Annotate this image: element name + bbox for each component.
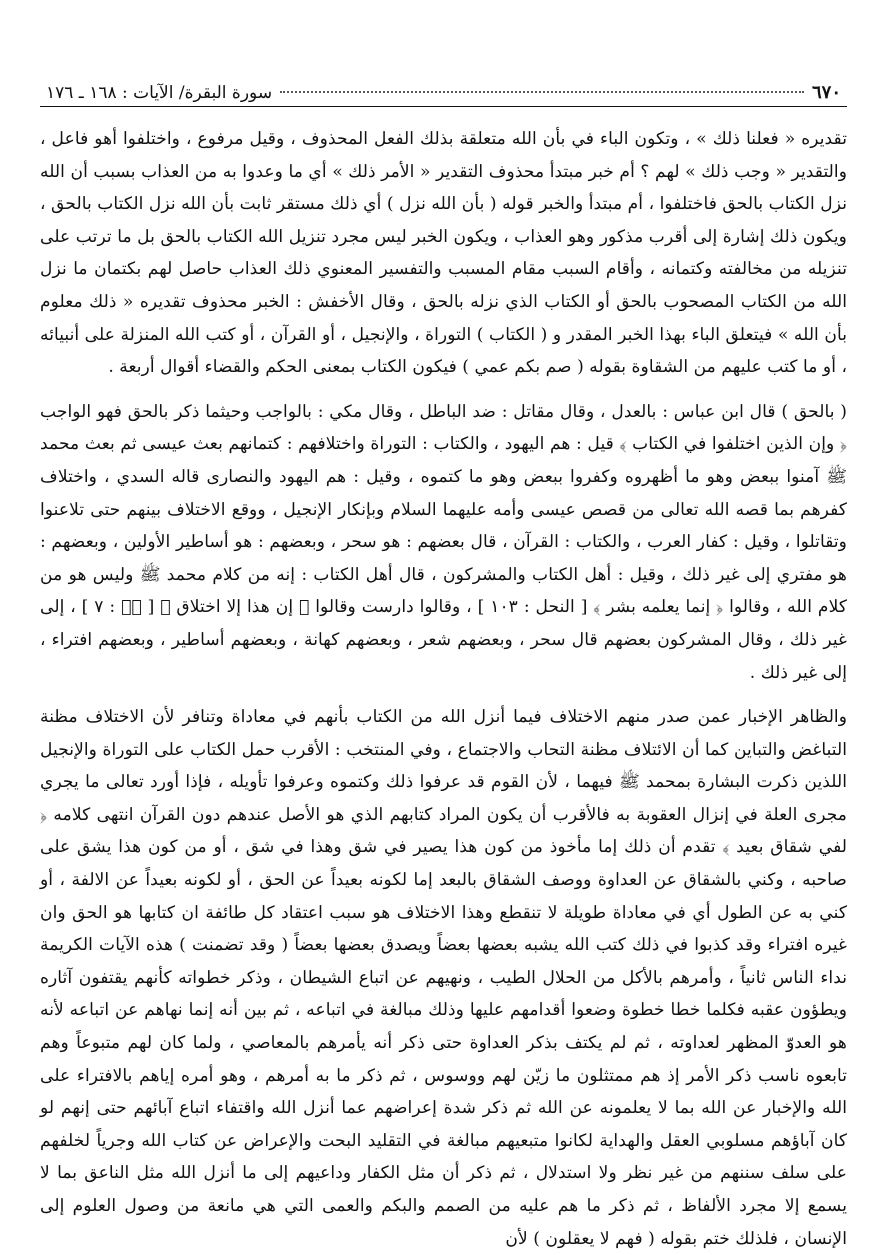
paragraph-3: والظاهر الإخبار عمن صدر منهم الاختلاف فيما أنزل الله من الكتاب بأنهم في معاداة وتنافر لأن الاختلاف مظنة التباغض والتباين كما أن الائتلاف مظنة التحاب والاجتماع ، وفي المنتخب : الأقرب حمل الكتاب على التوراة والإنجيل اللذين ذكرت البشارة بمحمد ﷺ فيهما ، لأن القوم قد عرفوا ذلك وكتموه وعرفوا تأويله ، فإذا أورد تعالى ما يجري مجرى العلة في إنزال العقوبة به فالأقرب أن يكون المراد كتابهم الذي هو الأصل عندهم دون القرآن انتهى كلامه ﴿ لفي شقاق بعيد ﴾ تقدم أن ذلك إما مأخوذ من كون هذا يصير في شق وهذا في شق ، أو من كون هذا يشق على صاحبه ، وكني بالشقاق عن العداوة ووصف الشقاق بالبعد إما لكونه بعيداً عن الحق ، أو لكونه بعيداً عن الالفة ، أو كني به عن الطول أي في معاداة طويلة لا تنقطع وهذا الاختلاف هو سبب اعتقاد كل طائفة ان كتابها هو الحق وان غيره افتراء وقد كذبوا في ذلك كتب الله يشبه بعضها بعضاً ويصدق بعضها بعضاً ( وقد تضمنت ) هذه الآيات الكريمة نداء الناس ثانياً ، وأمرهم بالأكل من الحلال الطيب ، ونهيهم عن اتباع الشيطان ، وذكر خطواته كأنهم يقتفون آثاره ويطؤون عقبه فكلما خطا خطوة وضعوا أقدامهم عليها وذلك مبالغة في اتباعه ، ثم بين أنه إنما نهاهم عن اتباعه لأنه هو العدوّ المظهر لعداوته ، ثم لم يكتف بذكر العداوة حتى ذكر أنه يأمرهم بالمعاصي ، ولما كان لهم متبوعاً وهم تابعوه ناسب ذكر الأمر إذ هم ممتثلون ما زيّن لهم ووسوس ، ثم ذكر ما به أمرهم ، وهو أمره إياهم بالافتراء على الله والإخبار عن الله بما لا يعلمونه عن الله ثم ذكر شدة إعراضهم عما أنزل الله واقتفاء اتباع آبائهم حتى إنهم لو كان آباؤهم مسلوبي العقل والهداية لكانوا متبعيهم مبالغة في التقليد البحت والإعراض عن كتاب الله وجرياً لخلفهم على سلف سننهم من غير نظر ولا استدلال ، ثم ذكر أن مثل الكفار وداعيهم إلى ما أنزل الله مثل الناعق بما لا يسمع إلا مجرد الألفاظ ، ثم ذكر ما هم عليه من الصمم والبكم والعمى التي هي مانعة من وصول العلوم إلى الإنسان ، فلذلك ختم بقوله ( فهم لا يعقلون ) لأن <box>40 707 848 1249</box>
dotted-leader <box>280 91 804 93</box>
page-number: ٦٧٠ <box>811 82 841 103</box>
running-title: سورة البقرة/ الآيات : ١٦٨ ـ ١٧٦ <box>46 83 273 103</box>
paragraph-1: تقديره « فعلنا ذلك » ، وتكون الباء في بأن الله متعلقة بذلك الفعل المحذوف ، وقيل مرفوع ، واختلفوا أهو فاعل ، والتقدير « وجب ذلك » لهم ؟ أم خبر مبتدأ محذوف التقدير « الأمر ذلك » أي ما وعدوا به من العذاب بسبب أن الله نزل الكتاب بالحق فاختلفوا ، أم مبتدأ والخبر قوله ( بأن الله نزل ) أي ذلك مستقر ثابت بأن الله نزل الكتاب بالحق ، ويكون ذلك إشارة إلى أقرب مذكور وهو العذاب ، ويكون الخبر ليس مجرد تنزيل الله الكتاب بالحق بل ما ترتب على تنزيله من مخالفته وكتمانه ، وأقام السبب مقام المسبب والتفسير المعنوي ذلك العذاب حاصل لهم بكتمان ما نزل الله من الكتاب المصحوب بالحق أو الكتاب الذي نزله بالحق ، وقال الأخفش : الخبر محذوف تقديره « ذلك معلوم بأن الله » فيتعلق الباء بهذا الخبر المقدر و ( الكتاب ) التوراة ، والإنجيل ، أو القرآن ، أو كتب الله المنزلة على أنبيائه ، أو ما كتب عليهم من الشقاوة بقوله ( صم بكم عمي ) فيكون الكتاب بمعنى الحكم والقضاء أقوال أربعة . <box>40 129 847 378</box>
running-header <box>40 82 847 107</box>
paragraph-2: ( بالحق ) قال ابن عباس : بالعدل ، وقال مقاتل : ضد الباطل ، وقال مكي : بالواجب وحيثما ذكر بالحق فهو الواجب ﴿ وإن الذين اختلفوا في الكتاب ﴾ قيل : هم اليهود ، والكتاب : التوراة واختلافهم : كتمانهم بعث عيسى ثم بعث محمد ﷺ آمنوا ببعض وهو ما أظهروه وكفروا ببعض وهو ما كتموه ، وقيل : هم اليهود والنصارى قاله السدي ، واختلاف كفرهم بما قصه الله تعالى من قصص عيسى وأمه عليهما السلام وبإنكار الإنجيل ، ووقع الاختلاف بينهم حتى تلاعنوا وتقاتلوا ، وقيل : كفار العرب ، والكتاب : القرآن ، قال بعضهم : هو سحر ، وبعضهم : هو أساطير الأولين ، وبعضهم : هو مفتري إلى غير ذلك ، وقيل : أهل الكتاب والمشركون ، قال أهل الكتاب : إنه من كلام محمد ﷺ وليس هو من كلام الله ، وقالوا ﴿ إنما يعلمه بشر ﴾ [ النحل : ١٠٣ ] ، وقالوا دارست وقالوا ﴿ إن هذا إلا اختلاق ﴾ [ صۤ : ٧ ] ، إلى غير ذلك ، وقال المشركون بعضهم قال سحر ، وبعضهم شعر ، وبعضهم كهانة ، وبعضهم أساطير ، وبعضهم افتراء ، إلى غير ذلك . <box>40 401 848 683</box>
